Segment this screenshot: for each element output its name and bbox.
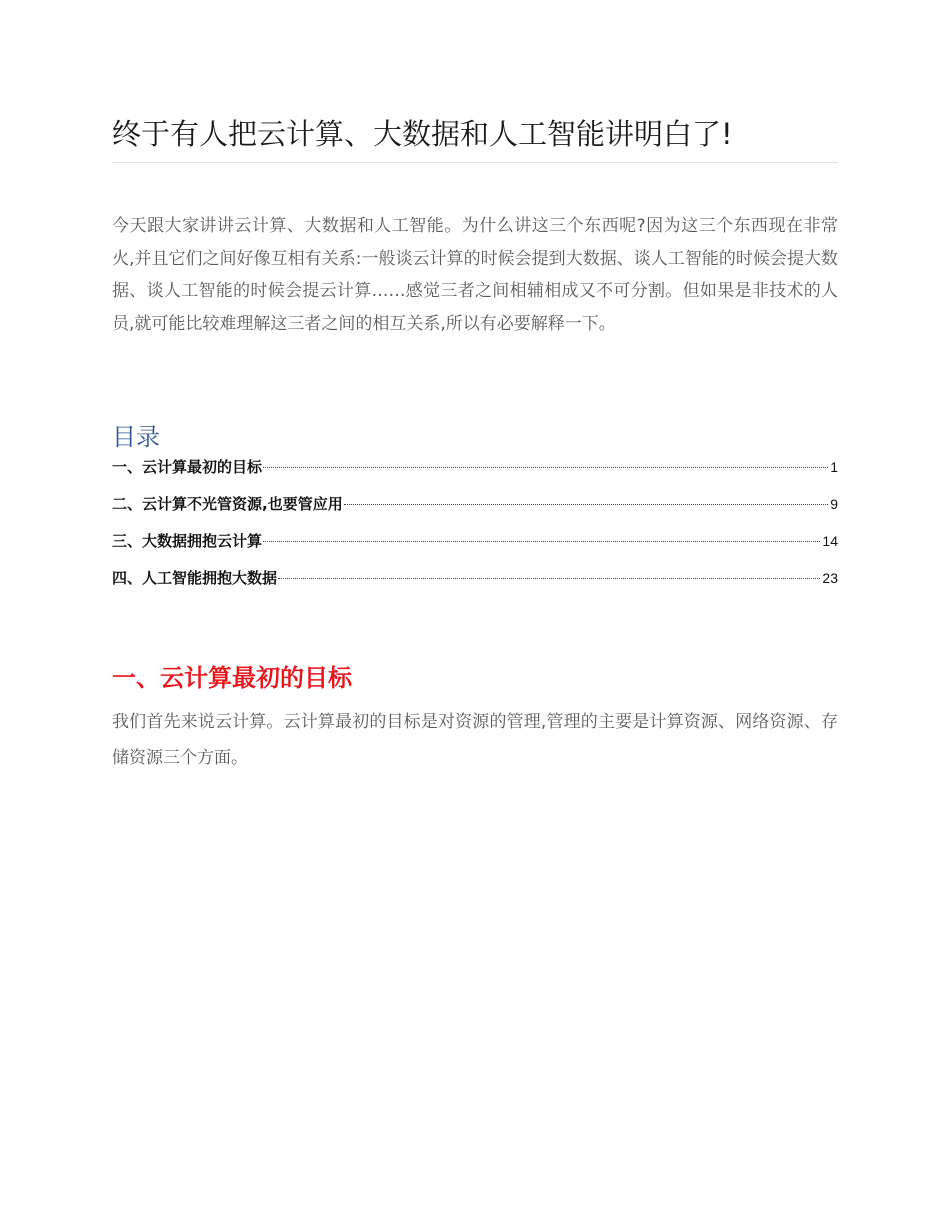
toc-dot-leader: [344, 504, 829, 505]
toc-dot-leader: [278, 578, 820, 579]
section-heading: 一、云计算最初的目标: [112, 664, 352, 692]
toc-entry-label: 四、人工智能拥抱大数据: [112, 569, 278, 587]
toc-heading: 目录: [112, 423, 160, 451]
section-paragraph: 我们首先来说云计算。云计算最初的目标是对资源的管理,管理的主要是计算资源、网络资源、存储资源三个方面。: [112, 712, 838, 768]
table-of-contents: [112, 456, 838, 604]
toc-entry[interactable]: [112, 567, 838, 604]
toc-entry-label: 二、云计算不光管资源,也要管应用: [112, 495, 343, 513]
toc-entry-page: 23: [822, 570, 838, 586]
toc-entry[interactable]: [112, 456, 838, 493]
document-title: 终于有人把云计算、大数据和人工智能讲明白了!: [112, 117, 733, 151]
toc-entry-label: 三、大数据拥抱云计算: [112, 532, 263, 550]
toc-entry-page: 1: [830, 459, 838, 475]
toc-entry-page: 9: [830, 496, 838, 512]
toc-dot-leader: [263, 541, 820, 542]
title-divider: [112, 162, 838, 163]
toc-entry-label: 一、云计算最初的目标: [112, 458, 263, 476]
intro-paragraph: 今天跟大家讲讲云计算、大数据和人工智能。为什么讲这三个东西呢?因为这三个东西现在非常火,并且它们之间好像互相有关系:一般谈云计算的时候会提到大数据、谈人工智能的时候会提大数据、谈人工智能的时候会提云计算……感觉三者之间相辅相成又不可分割。但如果是非技术的人员,就可能比较难理解这三者之间的相互关系,所以有必要解释一下。: [112, 216, 838, 334]
toc-entry[interactable]: [112, 493, 838, 530]
toc-entry[interactable]: [112, 530, 838, 567]
toc-dot-leader: [263, 467, 828, 468]
toc-entry-page: 14: [822, 533, 838, 549]
